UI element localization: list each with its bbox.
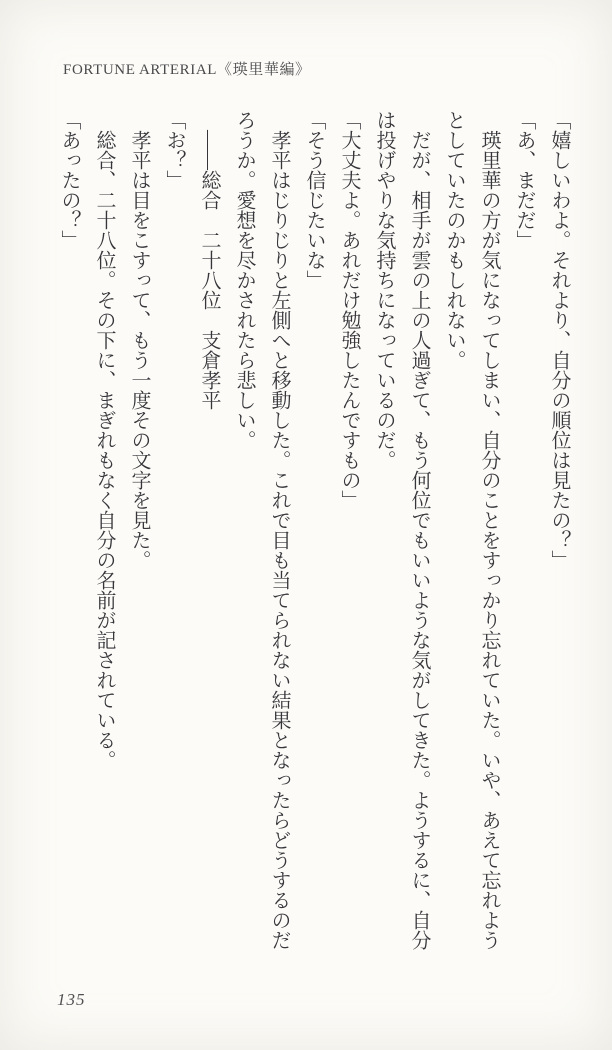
paragraph: ――総合 二十八位 支倉孝平	[198, 130, 220, 410]
paragraph: 「嬉しいわよ。それより、自分の順位は見たの？」	[548, 110, 570, 570]
paragraph: 「あったの？」	[58, 110, 80, 250]
page-number: 135	[57, 990, 86, 1009]
paragraph: 孝平はじりじりと左側へと移動した。これで目も当てられない結果となったらどうするのだろうか。愛想を尽かされたら悲しい。	[233, 110, 290, 950]
paragraph: 瑛里華の方が気になってしまい、自分のことをすっかり忘れていた。いや、あえて忘れようとしていたのかもしれない。	[443, 110, 500, 950]
paragraph: 孝平は目をこすって、もう一度その文字を見た。	[128, 130, 150, 570]
novel-text-body	[51, 110, 576, 955]
paragraph: だが、相手が雲の上の人過ぎて、もう何位でもいいような気がしてきた。ようするに、自分は投げやりな気持ちになっているのだ。	[373, 110, 430, 950]
paragraph: 「あ、まだだ」	[513, 110, 535, 250]
paragraph: 「大丈夫よ。あれだけ勉強したんですもの」	[338, 110, 360, 510]
paragraph: 「そう信じたいな」	[303, 110, 325, 290]
paragraph: 総合、二十八位。その下に、まぎれもなく自分の名前が記されている。	[93, 130, 115, 770]
paragraph: 「お？」	[163, 110, 185, 190]
book-header-title: FORTUNE ARTERIAL《瑛里華編》	[63, 62, 311, 78]
